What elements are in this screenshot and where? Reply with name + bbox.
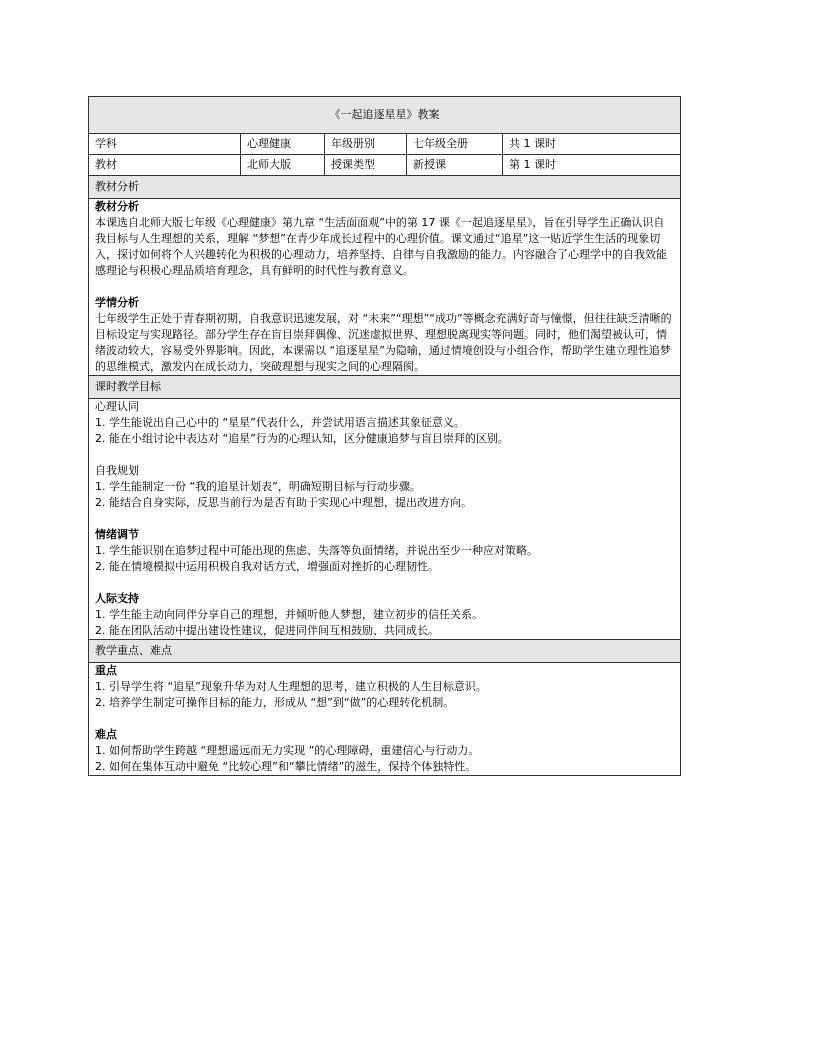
info-value-lesson-number: 第 1 课时	[503, 155, 681, 176]
keypoint-group-title: 难点	[95, 728, 117, 741]
section-content-analysis	[89, 199, 681, 376]
objective-item: 1. 学生能识别在追梦过程中可能出现的焦虑、失落等负面情绪，并说出至少一种应对策略。	[95, 544, 538, 557]
info-label-subject: 学科	[89, 134, 241, 155]
objective-item: 1. 学生能主动向同伴分享自己的理想，并倾听他人梦想，建立初步的信任关系。	[95, 608, 483, 621]
info-row-subject	[89, 134, 681, 155]
keypoint-group-title: 重点	[95, 664, 117, 677]
paragraph-student-analysis: 七年级学生正处于青春期初期，自我意识迅速发展，对 “未来”“理想”“成功”等概念充满好奇与憧憬，但往往缺乏清晰的目标设定与实现路径。部分学生存在盲目崇拜偶像、沉迷虚拟世界、理想脱离现实等问题。同时，他们渴望被认可，情绪波动较大，容易受外界影响。因此，本课需以 “追逐星星”为隐喻，通过情境创设与小组合作，帮助学生建立理性追梦的思维模式，激发内在成长动力，突破理想与现实之间的心理隔阂。	[95, 312, 672, 373]
keypoint-item: 2. 如何在集体互动中避免 “比较心理”和“攀比情绪”的滋生，保持个体独特性。	[95, 760, 477, 773]
subheading-textbook-analysis: 教材分析	[95, 200, 139, 213]
objective-item: 1. 学生能制定一份 “我的追星计划表”，明确短期目标与行动步骤。	[95, 480, 421, 493]
info-row-textbook	[89, 155, 681, 176]
section-heading-analysis: 教材分析	[89, 176, 681, 199]
info-value-grade: 七年级全册	[407, 134, 503, 155]
document-title: 《一起追逐星星》教案	[89, 97, 681, 134]
section-heading-objectives: 课时教学目标	[89, 376, 681, 399]
section-content-objectives	[89, 399, 681, 640]
objective-item: 1. 学生能说出自己心中的 “星星”代表什么，并尝试用语言描述其象征意义。	[95, 416, 465, 429]
info-value-textbook: 北师大版	[241, 155, 325, 176]
subheading-student-analysis: 学情分析	[95, 296, 139, 309]
objective-group-title: 自我规划	[95, 464, 139, 477]
objective-item: 2. 能在情境模拟中运用积极自我对话方式，增强面对挫折的心理韧性。	[95, 560, 439, 573]
paragraph-textbook-analysis: 本课选自北师大版七年级《心理健康》第九章 “生活面面观”中的第 17 课《一起追逐星星》，旨在引导学生正确认识自我目标与人生理想的关系，理解 “梦想”在青少年成长过程中的心理价值。课文通过“追星”这一贴近学生生活的现象切入，探讨如何将个人兴趣转化为积极的心理动力，培养坚持、自律与自我激励的能力。内容融合了心理学中的自我效能感理论与积极心理品质培育理念，具有鲜明的时代性与教育意义。	[95, 216, 667, 277]
objective-item: 2. 能在小组讨论中表达对 “追星”行为的心理认知，区分健康追梦与盲目崇拜的区别。	[95, 432, 509, 445]
lesson-plan-document	[88, 96, 680, 776]
lesson-plan-table	[88, 96, 681, 776]
section-content-keypoints	[89, 663, 681, 776]
objective-group-title: 情绪调节	[95, 528, 139, 541]
keypoint-item: 1. 引导学生将 “追星”现象升华为对人生理想的思考，建立积极的人生目标意识。	[95, 680, 487, 693]
objective-item: 2. 能结合自身实际，反思当前行为是否有助于实现心中理想，提出改进方向。	[95, 496, 472, 509]
keypoint-item: 2. 培养学生制定可操作目标的能力，形成从 “想”到“做”的心理转化机制。	[95, 696, 455, 709]
objective-group-title: 心理认同	[95, 400, 139, 413]
keypoint-item: 1. 如何帮助学生跨越 “理想遥远而无力实现 ”的心理障碍，重建信心与行动力。	[95, 744, 480, 757]
objective-item: 2. 能在团队活动中提出建设性建议，促进同伴间互相鼓励、共同成长。	[95, 624, 439, 637]
objective-group-title: 人际支持	[95, 592, 139, 605]
info-value-total-lessons: 共 1 课时	[503, 134, 681, 155]
section-heading-keypoints: 教学重点、难点	[89, 640, 681, 663]
info-label-grade: 年级册别	[325, 134, 407, 155]
info-value-subject: 心理健康	[241, 134, 325, 155]
info-label-lesson-type: 授课类型	[325, 155, 407, 176]
info-label-textbook: 教材	[89, 155, 241, 176]
info-value-lesson-type: 新授课	[407, 155, 503, 176]
